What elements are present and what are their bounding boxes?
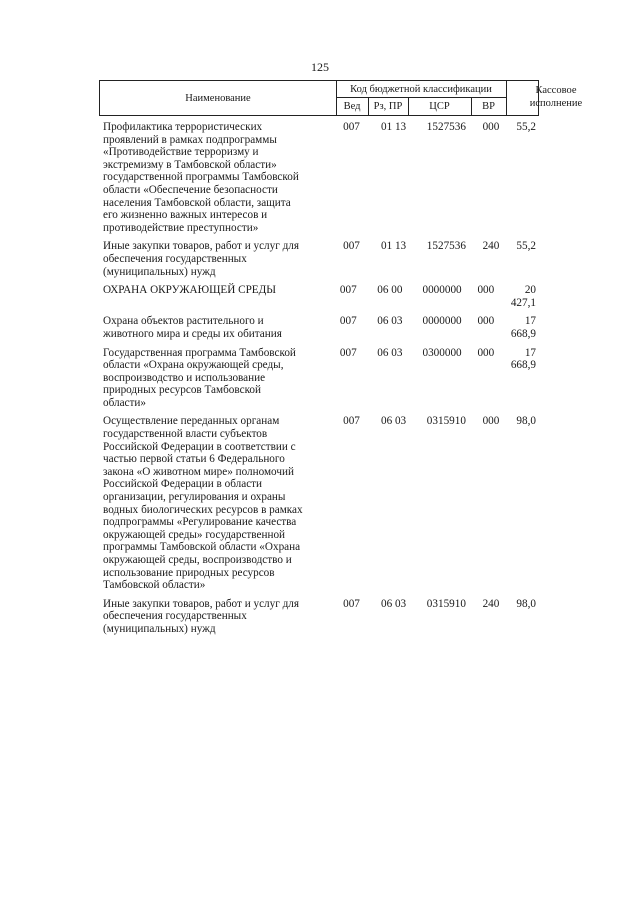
row-vr: 000 bbox=[477, 284, 495, 297]
header-execution: Кассовое исполнение bbox=[529, 85, 583, 109]
row-csr: 0315910 bbox=[426, 597, 466, 610]
row-amount: 17 668,9 bbox=[510, 315, 536, 340]
page-number: 125 bbox=[311, 60, 329, 74]
row-csr: 1527536 bbox=[426, 121, 466, 133]
row-vr: 000 bbox=[477, 346, 495, 359]
row-rz-pr: 06 03 bbox=[377, 315, 403, 328]
row-ved: 007 bbox=[343, 597, 360, 610]
table-row bbox=[103, 598, 539, 636]
row-vr: 000 bbox=[482, 121, 500, 133]
table-row bbox=[103, 284, 539, 309]
row-amount: 55,2 bbox=[516, 240, 536, 253]
row-csr: 0315910 bbox=[426, 415, 466, 428]
row-csr: 0000000 bbox=[422, 284, 462, 297]
table-row bbox=[103, 415, 539, 591]
table-header bbox=[99, 80, 583, 116]
row-csr: 0300000 bbox=[422, 346, 462, 359]
row-rz-pr: 06 03 bbox=[380, 597, 407, 610]
row-ved: 007 bbox=[339, 315, 357, 328]
row-rz-pr: 06 00 bbox=[377, 284, 403, 297]
row-vr: 000 bbox=[477, 315, 495, 328]
row-ved: 007 bbox=[343, 240, 360, 253]
row-rz-pr: 06 03 bbox=[377, 346, 403, 359]
row-ved: 007 bbox=[339, 284, 357, 297]
row-name: Иные закупки товаров, работ и услуг для обеспечения государственных (муниципальных) нужд bbox=[103, 597, 300, 635]
header-name: Наименование bbox=[185, 93, 251, 104]
table-row bbox=[103, 315, 539, 340]
table-row bbox=[103, 347, 539, 410]
row-amount: 17 668,9 bbox=[510, 346, 536, 372]
row-csr: 0000000 bbox=[422, 315, 462, 328]
row-rz-pr: 01 13 bbox=[380, 121, 407, 133]
row-name: ОХРАНА ОКРУЖАЮЩЕЙ СРЕДЫ bbox=[103, 284, 277, 297]
table-row bbox=[103, 121, 539, 234]
header-code-group: Код бюджетной классификации bbox=[350, 84, 492, 95]
row-name: Охрана объектов растительного и животного мира и среды их обитания bbox=[103, 315, 282, 340]
row-vr: 240 bbox=[482, 240, 500, 253]
row-csr: 1527536 bbox=[426, 240, 466, 253]
row-amount: 98,0 bbox=[516, 415, 536, 428]
row-ved: 007 bbox=[343, 121, 360, 133]
header-csr: ЦСР bbox=[429, 101, 450, 112]
row-vr: 000 bbox=[482, 415, 500, 428]
row-amount: 20 427,1 bbox=[510, 284, 536, 309]
row-vr: 240 bbox=[482, 597, 500, 610]
row-name: Иные закупки товаров, работ и услуг для обеспечения государственных (муниципальных) нужд bbox=[103, 240, 300, 278]
table-row bbox=[103, 240, 539, 278]
row-amount: 55,2 bbox=[516, 121, 536, 133]
row-name: Осуществление переданных органам государственной власти субъектов Российской Федерации в соответствии с частью первой статьи 6 Федерального закона «О животном мире» полномочий Российской Федерации в области организации, регулирования и охраны водных биологических ресурсов в рамках подпрограммы «Регулирование качества окружающей среды» государственной программы Тамбовской области «Охрана окружающей среды, воспроизводство и использование природных ресурсов Тамбовской области» bbox=[103, 415, 303, 592]
row-ved: 007 bbox=[343, 415, 360, 428]
row-rz-pr: 06 03 bbox=[380, 415, 407, 428]
row-amount: 98,0 bbox=[516, 597, 536, 610]
header-vr: ВР bbox=[482, 101, 495, 112]
row-name: Профилактика террористических проявлений в рамках подпрограммы «Противодействие терроризму и экстремизму в Тамбовской области» государственной программы Тамбовской области «Обеспечение безопасности населения Тамбовской области, защита его жизненно важных интересов и противодействие преступности» bbox=[103, 121, 299, 234]
row-name: Государственная программа Тамбовской области «Охрана окружающей среды, воспроизводство и использование природных ресурсов Тамбовской области» bbox=[103, 346, 296, 409]
row-ved: 007 bbox=[339, 346, 357, 359]
header-rz-pr: Рз, ПР bbox=[373, 101, 403, 112]
row-rz-pr: 01 13 bbox=[380, 240, 407, 253]
table-body bbox=[103, 121, 539, 642]
header-ved: Вед bbox=[343, 101, 361, 112]
divider bbox=[336, 97, 506, 98]
